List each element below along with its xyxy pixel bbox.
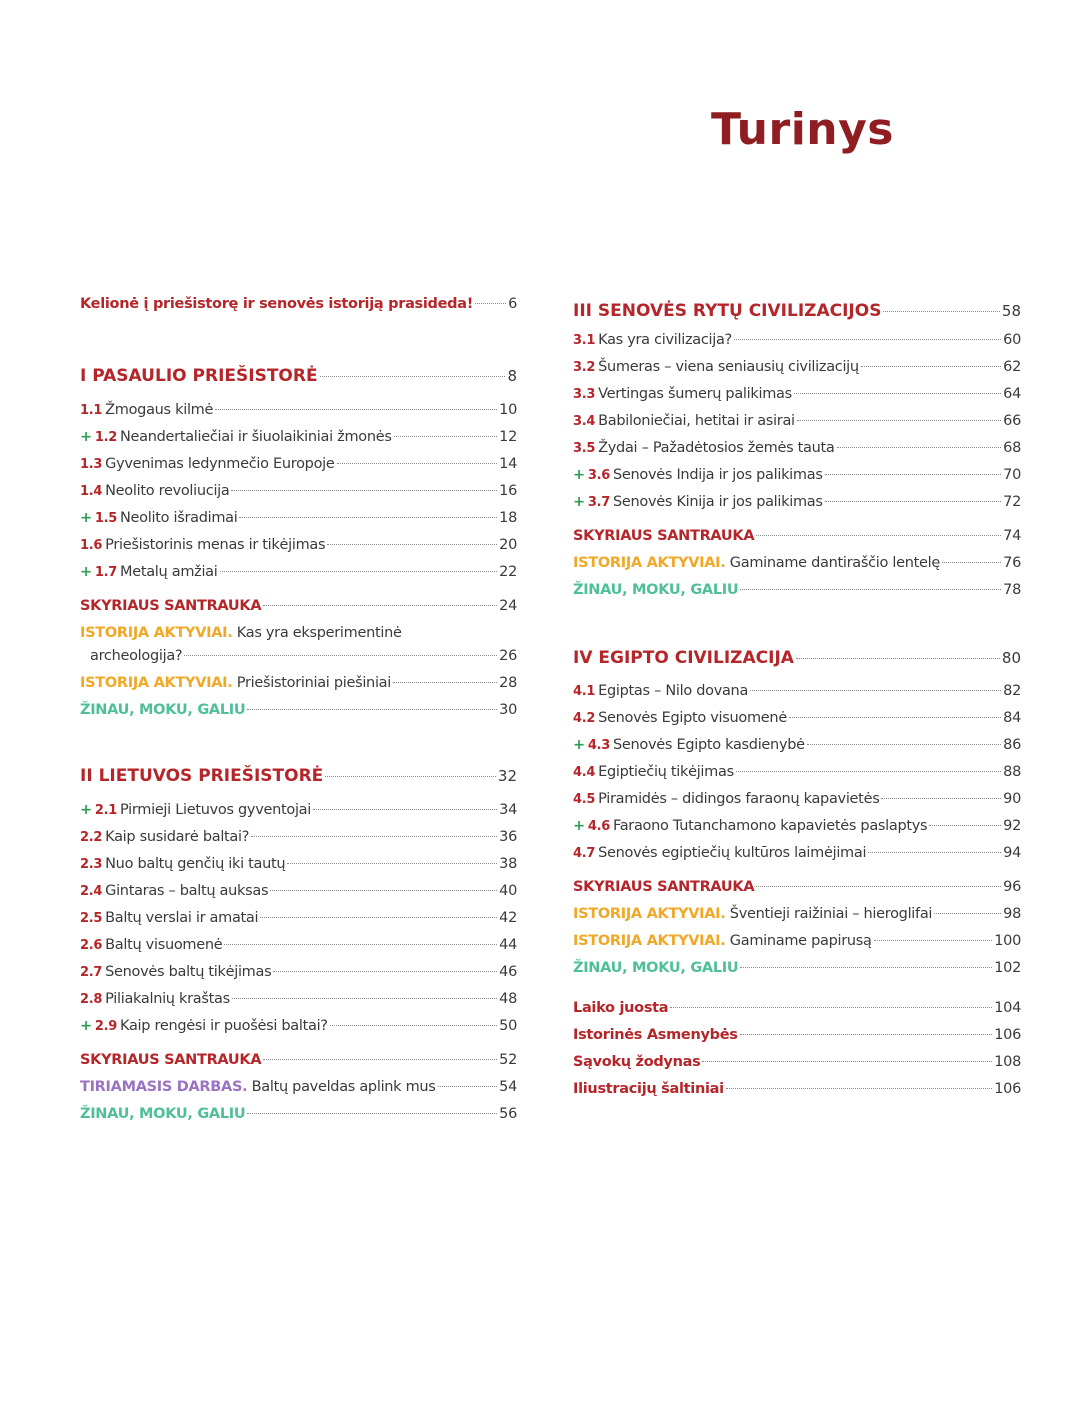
- lesson-number: 3.5: [573, 441, 596, 456]
- toc-page-number: 80: [1001, 649, 1021, 667]
- toc-page-number: 90: [1003, 791, 1021, 807]
- toc-entry-label: Kas yra eksperimentinė: [236, 625, 402, 641]
- dot-leader: [883, 311, 999, 312]
- toc-page-number: 98: [1003, 906, 1021, 922]
- toc-entry-label: Baltų visuomenė: [105, 937, 223, 953]
- dot-leader: [215, 409, 497, 410]
- toc-page-number: 50: [499, 1018, 517, 1034]
- toc-entry[interactable]: [573, 411, 1021, 432]
- toc-entry[interactable]: [573, 681, 1021, 702]
- toc-entry-label: Neolito revoliucija: [105, 483, 230, 499]
- toc-entry[interactable]: [573, 438, 1021, 459]
- dot-leader: [794, 393, 1001, 394]
- dot-leader: [330, 1025, 497, 1026]
- toc-entry-label: Gyvenimas ledynmečio Europoje: [105, 456, 335, 472]
- plus-icon: +: [80, 1018, 92, 1034]
- lesson-number: 4.4: [573, 765, 596, 780]
- toc-entry[interactable]: [573, 735, 1021, 756]
- toc-entry-active[interactable]: [573, 904, 1021, 924]
- toc-page-number: 54: [499, 1079, 517, 1095]
- toc-page-number: 104: [994, 1000, 1021, 1016]
- toc-entry-label: Babiloniečiai, hetitai ir asirai: [598, 413, 795, 429]
- toc-entry[interactable]: [573, 492, 1021, 513]
- toc-entry-label: Senovės Egipto visuomenė: [598, 710, 787, 726]
- toc-entry[interactable]: [573, 708, 1021, 729]
- dot-leader: [247, 1113, 497, 1114]
- toc-entry[interactable]: [573, 465, 1021, 486]
- toc-page-number: 86: [1003, 737, 1021, 753]
- toc-entry-label: Šventieji raižiniai – hieroglifai: [729, 906, 933, 922]
- toc-entry-label: Kas yra civilizacija?: [598, 332, 732, 348]
- dot-leader: [874, 940, 993, 941]
- toc-entry[interactable]: [80, 400, 517, 421]
- toc-entry[interactable]: [573, 384, 1021, 405]
- toc-page-number: 108: [994, 1054, 1021, 1070]
- toc-entry[interactable]: [573, 330, 1021, 351]
- toc-entry-label: Senovės Indija ir jos palikimas: [613, 467, 823, 483]
- dot-leader: [475, 303, 506, 304]
- toc-entry-label: Kaip rengėsi ir puošėsi baltai?: [120, 1018, 328, 1034]
- dot-leader: [740, 1034, 993, 1035]
- toc-page-number: 48: [499, 991, 517, 1007]
- toc-entry-label: SKYRIAUS SANTRAUKA: [80, 1052, 262, 1068]
- toc-page-number: 100: [994, 933, 1021, 949]
- toc-page-number: 66: [1003, 413, 1021, 429]
- toc-entry-label: Šumeras – viena seniausių civilizacijų: [598, 359, 859, 375]
- toc-page-number: 58: [1001, 302, 1021, 320]
- dot-leader: [750, 690, 1001, 691]
- toc-page-number: 92: [1003, 818, 1021, 834]
- dot-leader: [861, 366, 1001, 367]
- lesson-number: 3.7: [587, 495, 610, 510]
- toc-entry[interactable]: [80, 427, 517, 448]
- toc-entry-summary[interactable]: [80, 596, 517, 616]
- dot-leader: [929, 825, 1001, 826]
- lesson-number: 2.3: [80, 857, 103, 872]
- dot-leader: [247, 709, 497, 710]
- chapter-heading-2[interactable]: [80, 766, 517, 786]
- toc-entry-label: ŽINAU, MOKU, GALIU: [80, 1106, 246, 1122]
- toc-page-number: 8: [507, 367, 517, 385]
- toc-page-number: 10: [499, 402, 517, 418]
- toc-entry-label: Metalų amžiai: [120, 564, 218, 580]
- lesson-number: 1.7: [94, 565, 117, 580]
- toc-entry[interactable]: [80, 481, 517, 502]
- toc-entry-label: Gaminame papirusą: [729, 933, 872, 949]
- toc-entry-summary[interactable]: [573, 526, 1021, 546]
- dot-leader: [726, 1088, 992, 1089]
- toc-entry-label: Baltų verslai ir amatai: [105, 910, 259, 926]
- dot-leader: [260, 917, 497, 918]
- chapter-roman: II: [80, 766, 93, 786]
- toc-page-number: 32: [497, 767, 517, 785]
- lesson-number: 3.2: [573, 360, 596, 375]
- toc-page-number: 106: [994, 1027, 1021, 1043]
- toc-entry-know[interactable]: [573, 958, 1021, 978]
- toc-entry-label: Žydai – Pažadėtosios žemės tauta: [598, 440, 835, 456]
- toc-entry-appendix[interactable]: [573, 998, 1021, 1018]
- dot-leader: [320, 376, 506, 377]
- toc-page-number: 38: [499, 856, 517, 872]
- lesson-number: 3.6: [587, 468, 610, 483]
- dot-leader: [702, 1061, 992, 1062]
- section-keyword: ISTORIJA AKTYVIAI.: [573, 933, 726, 949]
- dot-leader: [239, 517, 497, 518]
- plus-icon: +: [573, 467, 585, 483]
- toc-page-number: 40: [499, 883, 517, 899]
- lesson-number: 4.1: [573, 684, 596, 699]
- toc-entry-label: Nuo baltų genčių iki tautų: [105, 856, 286, 872]
- toc-entry-summary[interactable]: [80, 1050, 517, 1070]
- toc-page-number: 14: [499, 456, 517, 472]
- toc-entry[interactable]: [80, 827, 517, 848]
- dot-leader: [797, 420, 1001, 421]
- chapter-title: LIETUVOS PRIEŠISTORĖ: [98, 766, 324, 786]
- dot-leader: [231, 490, 497, 491]
- toc-entry-label: Istorinės Asmenybės: [573, 1027, 738, 1043]
- lesson-number: 4.7: [573, 846, 596, 861]
- toc-entry-label: Pirmieji Lietuvos gyventojai: [120, 802, 311, 818]
- dot-leader: [325, 776, 496, 777]
- toc-page-number: 84: [1003, 710, 1021, 726]
- dot-leader: [837, 447, 1002, 448]
- toc-entry[interactable]: [80, 962, 517, 983]
- dot-leader: [756, 886, 1001, 887]
- toc-entry-label: Sąvokų žodynas: [573, 1054, 701, 1070]
- plus-icon: +: [80, 429, 92, 445]
- toc-entry[interactable]: [80, 1016, 517, 1037]
- lesson-number: 2.5: [80, 911, 103, 926]
- lesson-number: 2.1: [94, 803, 117, 818]
- dot-leader: [789, 717, 1001, 718]
- toc-page-number: 46: [499, 964, 517, 980]
- toc-entry-know[interactable]: [80, 1104, 517, 1124]
- lesson-number: 1.1: [80, 403, 103, 418]
- section-keyword: ISTORIJA AKTYVIAI.: [573, 906, 726, 922]
- toc-entry-intro[interactable]: [80, 294, 517, 314]
- dot-leader: [934, 913, 1001, 914]
- dot-leader: [756, 535, 1001, 536]
- toc-entry[interactable]: [80, 908, 517, 929]
- dot-leader: [263, 605, 497, 606]
- toc-entry-label: ŽINAU, MOKU, GALIU: [573, 582, 739, 598]
- toc-entry[interactable]: [573, 357, 1021, 378]
- lesson-number: 4.2: [573, 711, 596, 726]
- dot-leader: [393, 682, 497, 683]
- dot-leader: [807, 744, 1001, 745]
- toc-entry-label: Faraono Tutanchamono kapavietės paslaptys: [613, 818, 928, 834]
- toc-entry[interactable]: [80, 854, 517, 875]
- toc-entry[interactable]: [573, 843, 1021, 864]
- lesson-number: 2.9: [94, 1019, 117, 1034]
- toc-entry[interactable]: [573, 816, 1021, 837]
- dot-leader: [825, 501, 1002, 502]
- toc-page-number: 30: [499, 702, 517, 718]
- lesson-number: 1.5: [94, 511, 117, 526]
- toc-entry[interactable]: [80, 989, 517, 1010]
- dot-leader: [394, 436, 498, 437]
- toc-entry[interactable]: [80, 881, 517, 902]
- toc-page-number: 42: [499, 910, 517, 926]
- lesson-number: 2.2: [80, 830, 103, 845]
- chapter-title: PASAULIO PRIEŠISTORĖ: [92, 366, 318, 386]
- toc-entry[interactable]: [80, 535, 517, 556]
- toc-entry-label-continued: archeologija?: [90, 648, 183, 664]
- dot-leader: [263, 1059, 497, 1060]
- toc-page-number: 56: [499, 1106, 517, 1122]
- toc-entry-label: Senovės Kinija ir jos palikimas: [613, 494, 823, 510]
- toc-entry-label: Senovės Egipto kasdienybė: [613, 737, 805, 753]
- toc-entry-active[interactable]: [80, 673, 517, 693]
- lesson-number: 3.3: [573, 387, 596, 402]
- dot-leader: [740, 589, 1001, 590]
- toc-page-number: 12: [499, 429, 517, 445]
- toc-entry[interactable]: [80, 562, 517, 583]
- toc-page-number: 64: [1003, 386, 1021, 402]
- toc-entry-active[interactable]: [573, 931, 1021, 951]
- dot-leader: [251, 836, 497, 837]
- dot-leader: [287, 863, 497, 864]
- section-keyword: ISTORIJA AKTYVIAI.: [573, 555, 726, 571]
- dot-leader: [270, 890, 497, 891]
- dot-leader: [734, 339, 1001, 340]
- dot-leader: [220, 571, 498, 572]
- toc-entry-label: Neolito išradimai: [120, 510, 238, 526]
- toc-entry-label: ŽINAU, MOKU, GALIU: [80, 702, 246, 718]
- toc-page-number: 62: [1003, 359, 1021, 375]
- toc-page-number: 6: [508, 296, 517, 312]
- toc-page-number: 102: [994, 960, 1021, 976]
- dot-leader: [825, 474, 1002, 475]
- toc-entry[interactable]: [573, 789, 1021, 810]
- chapter-roman: I: [80, 366, 87, 386]
- toc-entry-label: SKYRIAUS SANTRAUKA: [573, 528, 755, 544]
- lesson-number: 1.2: [94, 430, 117, 445]
- toc-entry-label: Gaminame dantiraščio lentelę: [729, 555, 940, 571]
- toc-entry-label: Priešistorinis menas ir tikėjimas: [105, 537, 326, 553]
- dot-leader: [438, 1086, 498, 1087]
- dot-leader: [736, 771, 1001, 772]
- toc-entry-know[interactable]: [80, 700, 517, 720]
- lesson-number: 3.4: [573, 414, 596, 429]
- toc-entry-label: Gintaras – baltų auksas: [105, 883, 269, 899]
- toc-entry[interactable]: [573, 762, 1021, 783]
- toc-entry-label: Egiptas – Nilo dovana: [598, 683, 749, 699]
- lesson-number: 2.8: [80, 992, 103, 1007]
- lesson-number: 3.1: [573, 333, 596, 348]
- toc-page-number: 34: [499, 802, 517, 818]
- chapter-title: EGIPTO CIVILIZACIJA: [598, 648, 794, 668]
- page-title: Turinys: [711, 104, 894, 155]
- toc-entry-appendix[interactable]: [573, 1025, 1021, 1045]
- dot-leader: [273, 971, 497, 972]
- dot-leader: [942, 562, 1001, 563]
- toc-entry-label: ŽINAU, MOKU, GALIU: [573, 960, 739, 976]
- dot-leader: [327, 544, 497, 545]
- toc-page-number: 72: [1003, 494, 1021, 510]
- toc-entry-label: Piliakalnių kraštas: [105, 991, 230, 1007]
- toc-entry-summary[interactable]: [573, 877, 1021, 897]
- toc-page-number: 70: [1003, 467, 1021, 483]
- chapter-heading-4[interactable]: [573, 648, 1021, 668]
- toc-page-number: 26: [499, 648, 517, 664]
- toc-entry-label: Neandertaliečiai ir šiuolaikiniai žmonės: [120, 429, 392, 445]
- toc-page-number: 76: [1003, 555, 1021, 571]
- toc-entry-label: Senovės egiptiečių kultūros laimėjimai: [598, 845, 867, 861]
- chapter-heading-3[interactable]: [573, 301, 1021, 321]
- toc-page-number: 36: [499, 829, 517, 845]
- toc-page-number: 22: [499, 564, 517, 580]
- toc-entry-appendix[interactable]: [573, 1052, 1021, 1072]
- toc-entry-label: Baltų paveldas aplink mus: [251, 1079, 436, 1095]
- toc-entry-label: Laiko juosta: [573, 1000, 669, 1016]
- section-keyword: TIRIAMASIS DARBAS.: [80, 1079, 248, 1095]
- section-keyword: ISTORIJA AKTYVIAI.: [80, 675, 233, 691]
- section-keyword: ISTORIJA AKTYVIAI.: [80, 625, 233, 641]
- plus-icon: +: [80, 510, 92, 526]
- plus-icon: +: [573, 818, 585, 834]
- dot-leader: [232, 998, 497, 999]
- toc-page-number: 60: [1003, 332, 1021, 348]
- toc-page-number: 24: [499, 598, 517, 614]
- plus-icon: +: [80, 564, 92, 580]
- toc-entry-active[interactable]: [573, 553, 1021, 573]
- lesson-number: 4.3: [587, 738, 610, 753]
- toc-entry[interactable]: [80, 800, 517, 821]
- lesson-number: 4.6: [587, 819, 610, 834]
- toc-page-number: 96: [1003, 879, 1021, 895]
- toc-entry-label: SKYRIAUS SANTRAUKA: [80, 598, 262, 614]
- dot-leader: [881, 798, 1001, 799]
- toc-entry-appendix[interactable]: [573, 1079, 1021, 1099]
- lesson-number: 2.6: [80, 938, 103, 953]
- dot-leader: [670, 1007, 992, 1008]
- toc-entry-label: Vertingas šumerų palikimas: [598, 386, 792, 402]
- toc-page-number: 18: [499, 510, 517, 526]
- lesson-number: 1.3: [80, 457, 103, 472]
- lesson-number: 1.4: [80, 484, 103, 499]
- toc-page-number: 94: [1003, 845, 1021, 861]
- toc-page-number: 68: [1003, 440, 1021, 456]
- toc-entry-label: Žmogaus kilmė: [105, 402, 214, 418]
- toc-page-number: 20: [499, 537, 517, 553]
- toc-entry-label: Kelionė į priešistorę ir senovės istoriją prasideda!: [80, 296, 474, 312]
- toc-entry-label: Priešistoriniai piešiniai: [236, 675, 391, 691]
- chapter-roman: III: [573, 301, 592, 321]
- toc-entry-label: Iliustracijų šaltiniai: [573, 1081, 724, 1097]
- dot-leader: [224, 944, 497, 945]
- toc-entry-label: SKYRIAUS SANTRAUKA: [573, 879, 755, 895]
- dot-leader: [868, 852, 1001, 853]
- dot-leader: [337, 463, 498, 464]
- plus-icon: +: [573, 737, 585, 753]
- dot-leader: [184, 655, 497, 656]
- chapter-title: SENOVĖS RYTŲ CIVILIZACIJOS: [597, 301, 882, 321]
- chapter-heading-1[interactable]: [80, 366, 517, 386]
- toc-page-number: 44: [499, 937, 517, 953]
- toc-entry-label: Piramidės – didingos faraonų kapavietės: [598, 791, 880, 807]
- toc-page-number: 82: [1003, 683, 1021, 699]
- dot-leader: [313, 809, 497, 810]
- plus-icon: +: [80, 802, 92, 818]
- toc-entry-know[interactable]: [573, 580, 1021, 600]
- toc-entry-label: Egiptiečių tikėjimas: [598, 764, 734, 780]
- dot-leader: [796, 658, 1000, 659]
- toc-page-number: 52: [499, 1052, 517, 1068]
- toc-entry-research[interactable]: [80, 1077, 517, 1097]
- toc-page-number: 74: [1003, 528, 1021, 544]
- lesson-number: 1.6: [80, 538, 103, 553]
- toc-entry[interactable]: [80, 454, 517, 475]
- toc-entry[interactable]: [80, 935, 517, 956]
- toc-page-number: 78: [1003, 582, 1021, 598]
- toc-entry[interactable]: [80, 508, 517, 529]
- chapter-roman: IV: [573, 648, 593, 668]
- lesson-number: 2.7: [80, 965, 103, 980]
- lesson-number: 2.4: [80, 884, 103, 899]
- dot-leader: [740, 967, 992, 968]
- lesson-number: 4.5: [573, 792, 596, 807]
- toc-page-number: 28: [499, 675, 517, 691]
- toc-entry-label: Senovės baltų tikėjimas: [105, 964, 272, 980]
- toc-page-number: 106: [994, 1081, 1021, 1097]
- toc-entry-label: Kaip susidarė baltai?: [105, 829, 250, 845]
- toc-page-number: 16: [499, 483, 517, 499]
- toc-page-number: 88: [1003, 764, 1021, 780]
- plus-icon: +: [573, 494, 585, 510]
